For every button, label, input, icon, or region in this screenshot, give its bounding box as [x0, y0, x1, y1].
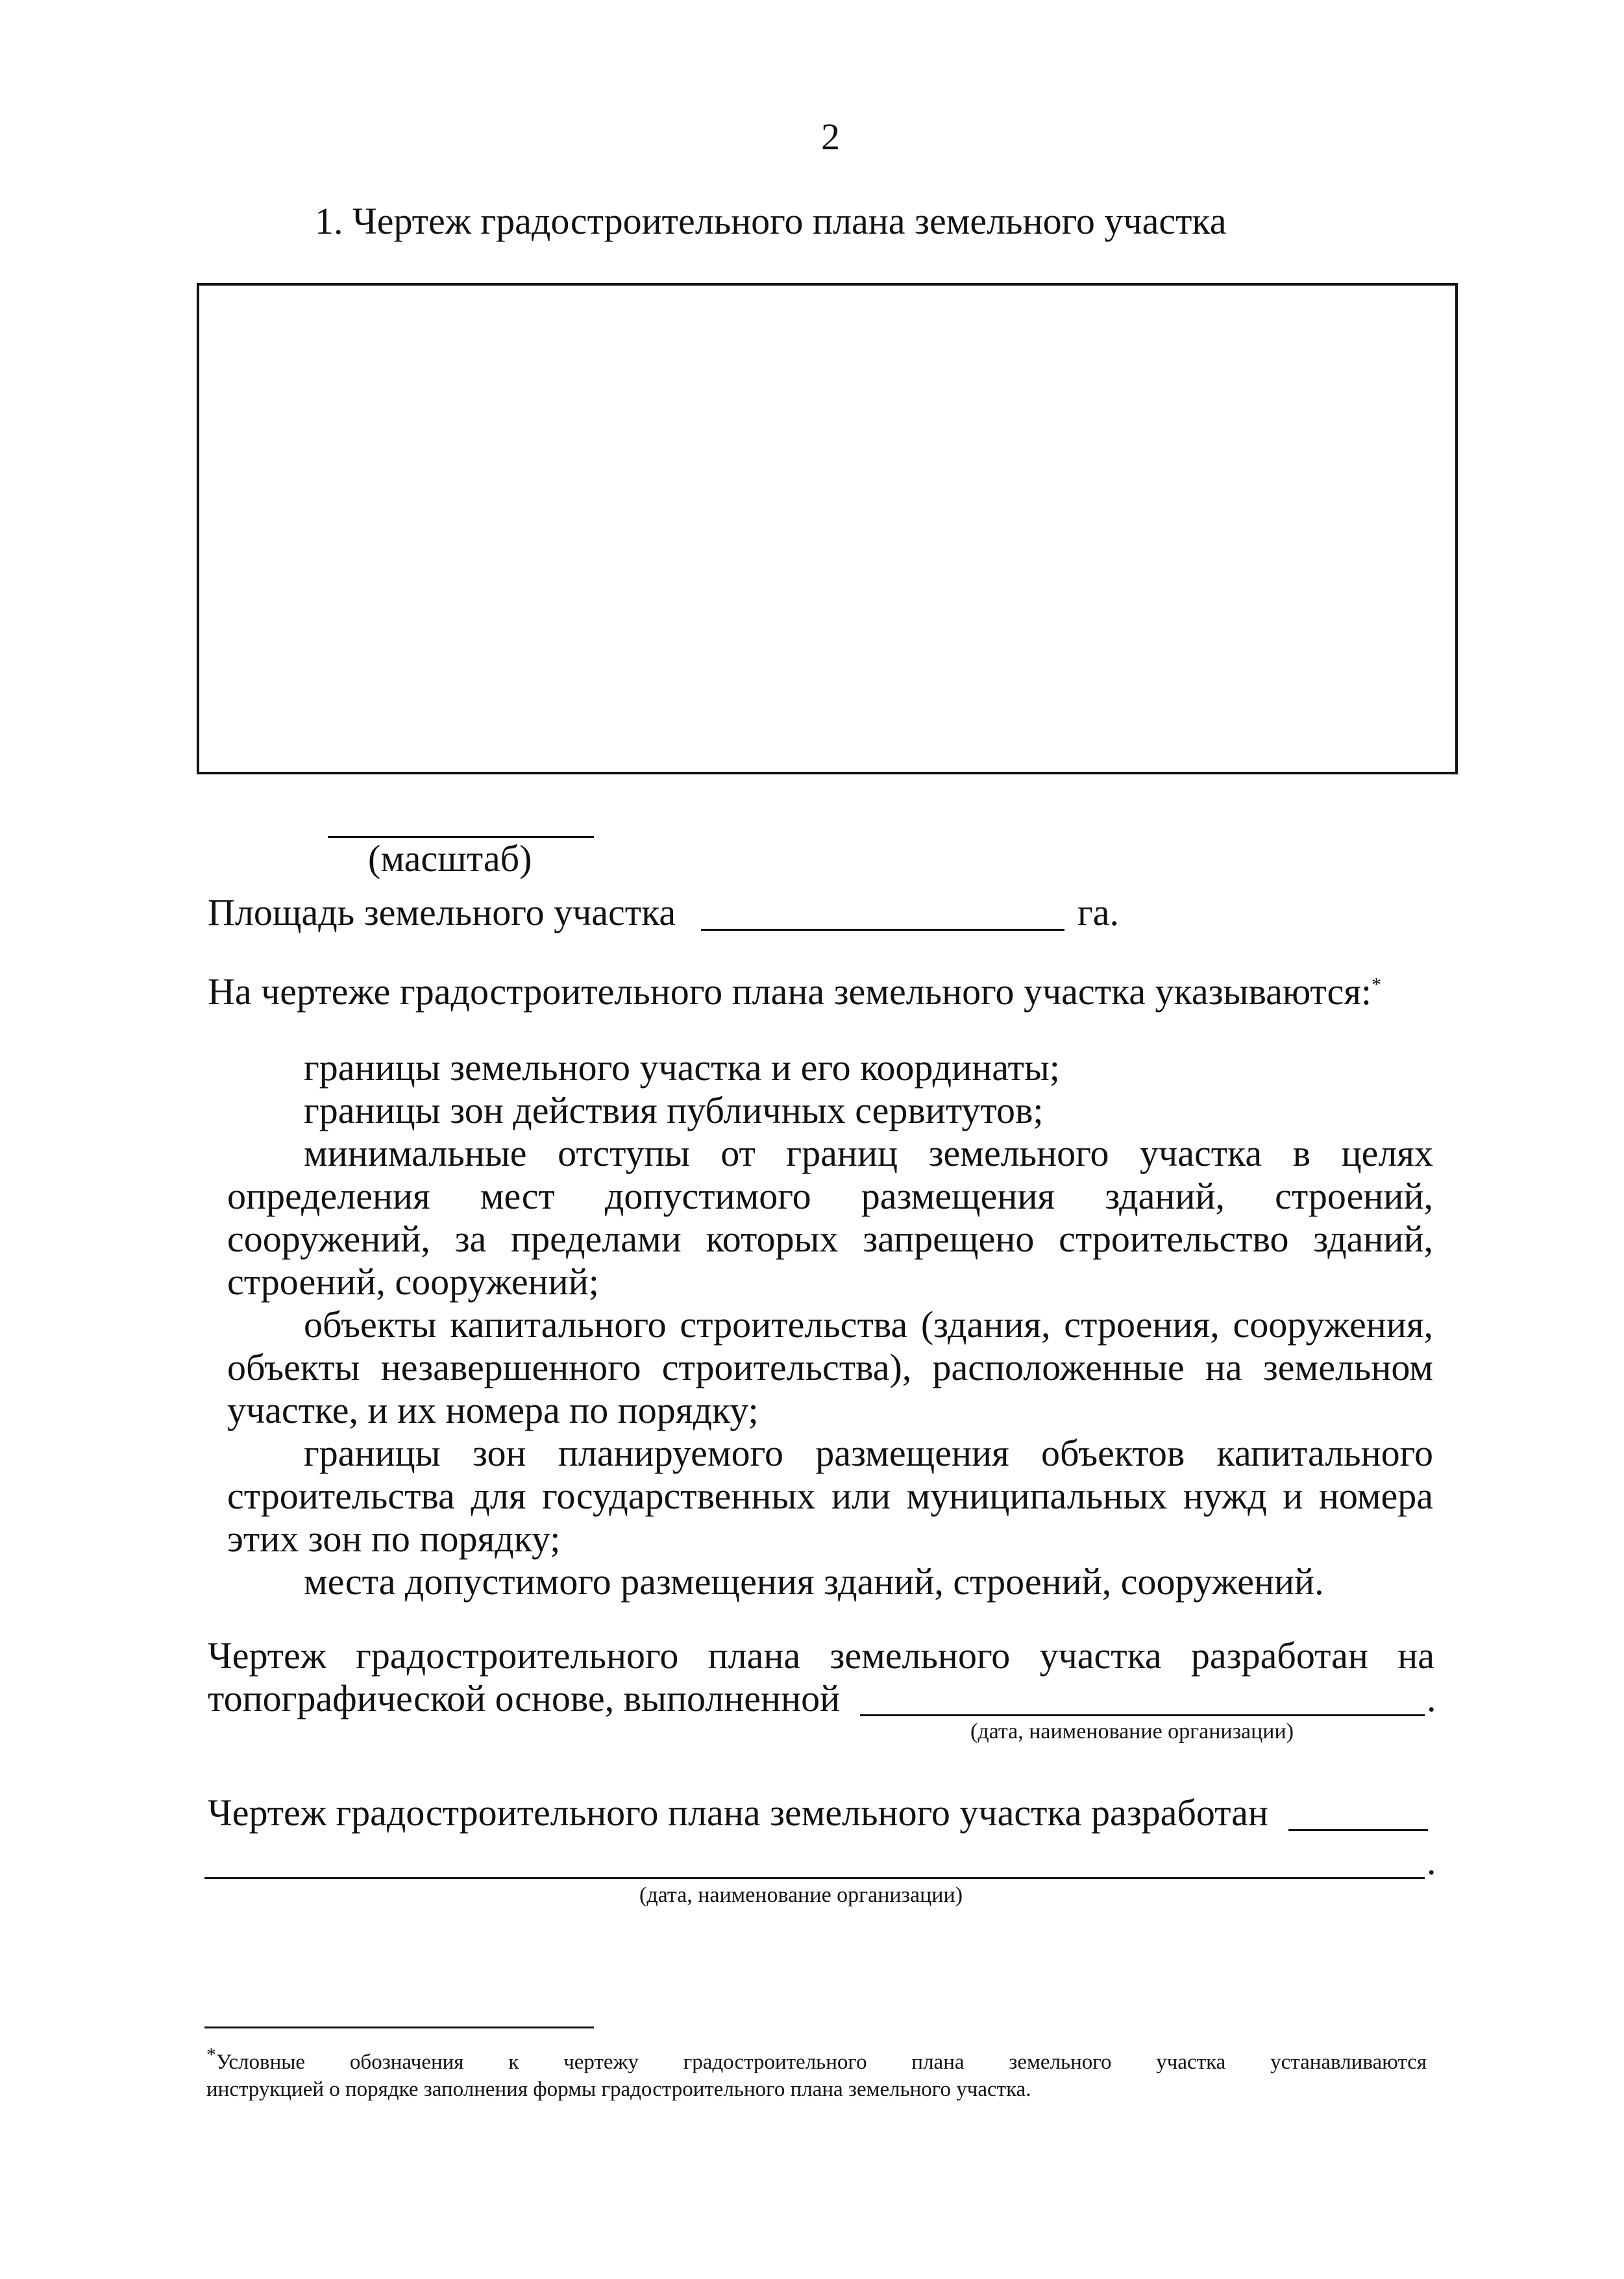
item-5-line-1: границы зон планируемого размещения объектов капитального: [304, 1432, 1433, 1474]
footnote-marker: *: [206, 2044, 216, 2065]
scale-label: (масштаб): [368, 837, 532, 880]
footnote-separator: [204, 2026, 594, 2028]
item-3-line-4: строений, сооружений;: [227, 1261, 599, 1303]
topo-blank-line: [860, 1714, 1425, 1716]
footnote-line-2: инструкцией о порядке заполнения формы градостроительного плана земельного участка.: [206, 2078, 1031, 2101]
item-4-line-2: объекты незавершенного строительства), расположенные на земельном: [227, 1346, 1433, 1388]
item-3-line-1: минимальные отступы от границ земельного участка в целях: [304, 1132, 1433, 1174]
shown-items-heading: [208, 970, 1381, 1013]
footnote-line-1: [206, 2044, 1427, 2075]
footnote-text-1: Условные обозначения к чертежу градостроительного плана земельного участка устанавливаются: [216, 2051, 1427, 2074]
item-2: границы зон действия публичных сервитутов;: [304, 1089, 1044, 1131]
item-3-line-3: сооружений, за пределами которых запрещено строительство зданий,: [227, 1218, 1433, 1260]
area-blank-line: [701, 929, 1064, 931]
item-3-line-2: определения мест допустимого размещения зданий, строений,: [227, 1175, 1433, 1217]
item-5-line-2: строительства для государственных или муниципальных нужд и номера: [227, 1475, 1433, 1517]
developed-caption: (дата, наименование организации): [639, 1883, 963, 1907]
item-5-line-3: этих зон по порядку;: [227, 1518, 561, 1560]
area-label: Площадь земельного участка: [208, 891, 676, 933]
developed-line-1: Чертеж градостроительного плана земельного участка разработан: [208, 1792, 1268, 1834]
topo-caption: (дата, наименование организации): [970, 1719, 1294, 1743]
item-1: границы земельного участка и его координаты;: [304, 1046, 1060, 1089]
topo-line-2: топографической основе, выполненной: [208, 1677, 841, 1719]
footnote-ref: *: [1372, 974, 1381, 996]
item-6: места допустимого размещения зданий, строений, сооружений.: [304, 1560, 1324, 1603]
shown-items-heading-text: На чертеже градостроительного плана земельного участка указываются:: [208, 970, 1372, 1013]
developed-period: .: [1427, 1840, 1436, 1882]
developed-blank-line-1: [1288, 1829, 1428, 1831]
developed-blank-line-2: [204, 1877, 1425, 1879]
item-4-line-3: участке, и их номера по порядку;: [227, 1389, 759, 1431]
item-4-line-1: объекты капитального строительства (здания, строения, сооружения,: [304, 1303, 1433, 1346]
section-title: 1. Чертеж градостроительного плана земельного участка: [315, 200, 1227, 242]
drawing-frame: [197, 283, 1458, 774]
area-unit: га.: [1077, 891, 1120, 933]
page-number: 2: [821, 116, 840, 158]
topo-period: .: [1427, 1677, 1436, 1719]
topo-line-1: Чертеж градостроительного плана земельного участка разработан на: [208, 1634, 1434, 1677]
